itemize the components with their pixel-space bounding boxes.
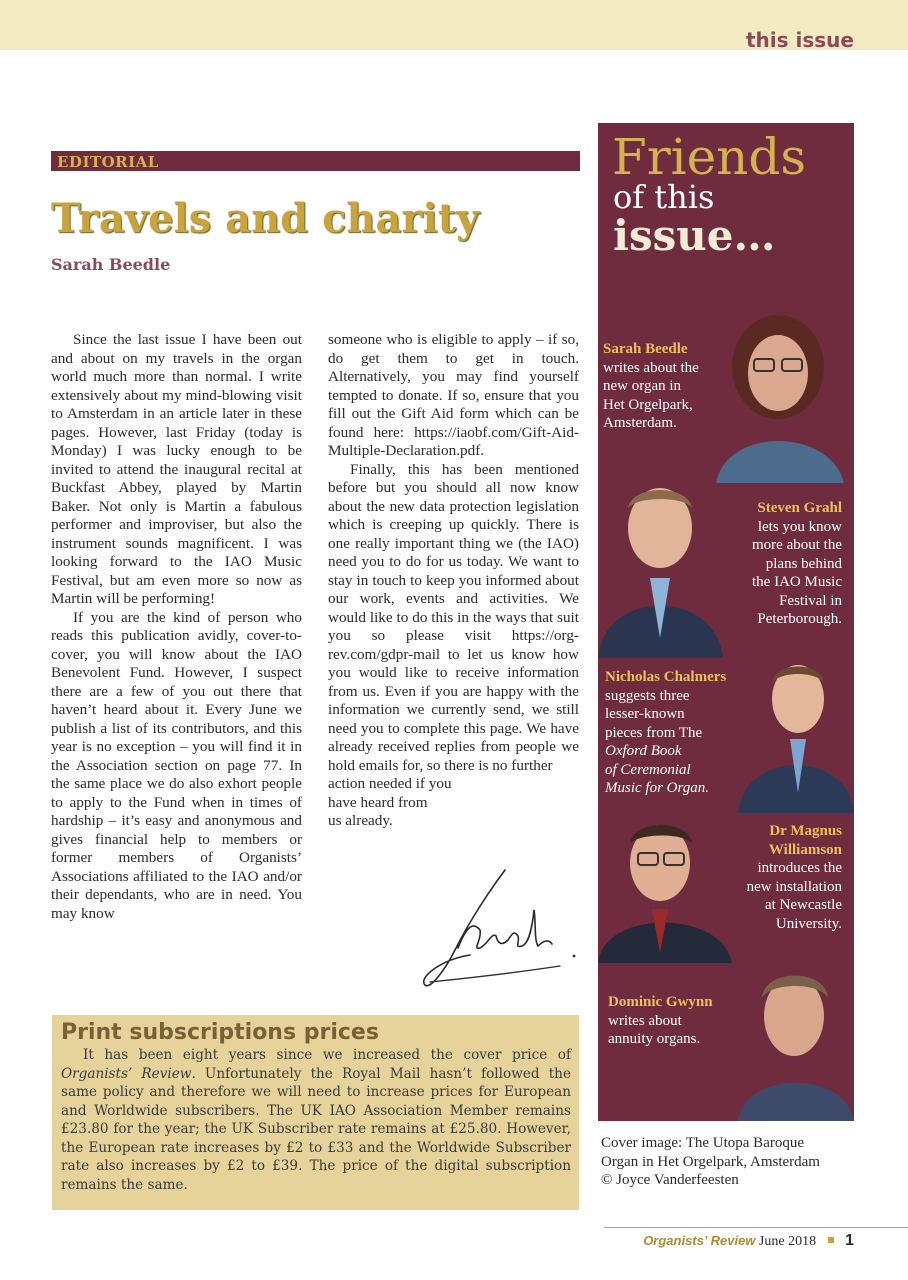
friend-text: writes about the (603, 359, 699, 376)
text-run: . Unfortunately the Royal Mail hasn’t followed the same policy and therefore we will need to increase prices for European and Worldwide subscribers. The UK IAO Association Member remains £23.80 for the year; the UK Subscriber rate remains at £25.80. However, the European rate increases by £2 to £33 and the Worldwide Subscriber rate also increases by £2 to £39. The price of the digital subscription remains the same. (61, 1065, 571, 1193)
friend-text: Peterborough. (757, 611, 842, 627)
friend-text: Oxford Book (605, 743, 682, 759)
friend-text: new installation (746, 878, 842, 895)
article-column-1 (51, 331, 302, 923)
friend-text: Music for Organ. (605, 780, 710, 796)
caption-line: Organ in Het Orgelpark, Amsterdam (601, 1153, 820, 1170)
friend-text: annuity organs. (608, 1031, 701, 1047)
friend-entry-2 (752, 499, 842, 629)
friend-text: lesser-known (605, 706, 685, 722)
friend-text: Amsterdam. (603, 415, 677, 431)
friend-name: Dr Magnus (769, 823, 842, 839)
friend-text: introduces the (757, 860, 842, 876)
friend-text: plans behind (765, 555, 842, 572)
friend-name: Sarah Beedle (603, 341, 688, 357)
friend-entry-3 (605, 668, 726, 798)
section-label: this issue (746, 28, 854, 52)
friend-text: at Newcastle (764, 897, 842, 913)
subscriptions-text (61, 1046, 571, 1194)
caption-line: Cover image: The Utopa Baroque (601, 1135, 804, 1151)
paragraph: Finally, this has been mentioned before but you should all now know about the new data protection legislation which is creeping up quickly. There is one really important thing we (the IAO) need you to do for us today. We want to stay in touch to keep you informed about our work, events and activities. We would like to do this in the ways that suit you so please visit https://org-rev.com/gdpr-mail to let us know how you would like to receive information from us. Even if you are happy with the information we currently send, we still need you to complete this page. We have already received replies from people we hold emails for, so there is no further (328, 460, 579, 774)
subscriptions-title: Print subscriptions prices (61, 1020, 379, 1045)
paragraph: If you are the kind of person who reads this publication avidly, cover-to-cover, you will know about the IAO Benevolent Fund. However, I suspect there are a few of you out there that haven’t heard about it. Every June we publish a list of its contributors, and this year is no exception – you will find it in the Association section on page 77. In the same place we do also exhort people to apply to the Fund when in times of hardship – it’s easy and anonymous and gives financial help to members or former members of Organists’ Associations affiliated to the IAO and/or their dependants, who are in need. You may know (51, 608, 302, 922)
paragraph-tail (328, 775, 579, 831)
friend-text: Het Orgelpark, (603, 396, 693, 413)
friends-title: Friends (612, 128, 807, 186)
friend-name: Williamson (768, 841, 842, 858)
page-footer (643, 1232, 854, 1250)
friends-panel (598, 123, 854, 1121)
issue-date: June 2018 (758, 1234, 817, 1249)
friend-text: pieces from The (605, 724, 703, 741)
article-column-2 (328, 331, 579, 831)
text-line: us already. (328, 812, 393, 829)
friend-text: University. (775, 915, 842, 932)
friend-entry-4 (747, 822, 842, 933)
subscriptions-box (52, 1015, 579, 1210)
friend-text: Festival in (779, 592, 842, 609)
magazine-name: Organists’ Review (643, 1233, 756, 1248)
contributor-photo (734, 653, 854, 813)
contributor-photo (734, 958, 854, 1121)
contributor-photo (696, 307, 854, 483)
magazine-title: Organists’ Review (61, 1065, 192, 1082)
text-line: action needed if you (328, 775, 452, 792)
friend-name: Dominic Gwynn (608, 994, 713, 1010)
contributor-photo (598, 813, 748, 963)
friend-text: suggests three (605, 687, 690, 704)
friend-entry-5 (608, 993, 713, 1049)
signature-image (410, 860, 580, 1000)
paragraph: someone who is eligible to apply – if so, do get them to get in touch. Alternatively, you may find yourself tempted to donate. If so, ensure that you fill out the Gift Aid form which can be found here: https://iaobf.com/Gift-Aid-Multiple-Declaration.pdf. (328, 331, 579, 459)
friend-text: of Ceremonial (605, 761, 691, 778)
paragraph (61, 1046, 571, 1194)
friend-text: new organ in (603, 378, 682, 394)
caption-line: © Joyce Vanderfeesten (601, 1172, 739, 1188)
editorial-label: EDITORIAL (57, 153, 159, 171)
friend-text: more about the (752, 537, 842, 553)
friends-title-line3: issue… (613, 211, 776, 260)
friend-text: the IAO Music (752, 574, 842, 590)
friend-text: writes about (608, 1012, 682, 1029)
friend-entry-1 (603, 340, 699, 433)
footer-rule (604, 1227, 908, 1228)
friends-title-line2: of this (613, 178, 715, 216)
contributor-photo (598, 478, 723, 658)
article-title: Travels and charity (51, 195, 480, 242)
square-bullet-icon (828, 1237, 834, 1243)
friend-text: lets you know (757, 518, 842, 535)
text-line: have heard from (328, 793, 428, 811)
page-number: 1 (845, 1232, 854, 1249)
cover-caption (601, 1134, 857, 1190)
paragraph: Since the last issue I have been out and about on my travels in the organ world much more than normal. I write extensively about my mind-blowing visit to Amsterdam in an article later in these pages. However, last Friday (today is Monday) I was lucky enough to be invited to attend the inaugural recital at Buckfast Abbey, played by Martin Baker. Not only is Martin a fabulous performer and improviser, but also the instrument sounds magnificent. I was looking forward to the IAO Music Festival, but am even more so now as Martin will be performing! (51, 331, 302, 607)
friend-name: Steven Grahl (757, 500, 842, 516)
article-author: Sarah Beedle (51, 255, 171, 274)
text-run: It has been eight years since we increased the cover price of (83, 1047, 571, 1063)
friend-name: Nicholas Chalmers (605, 669, 727, 685)
